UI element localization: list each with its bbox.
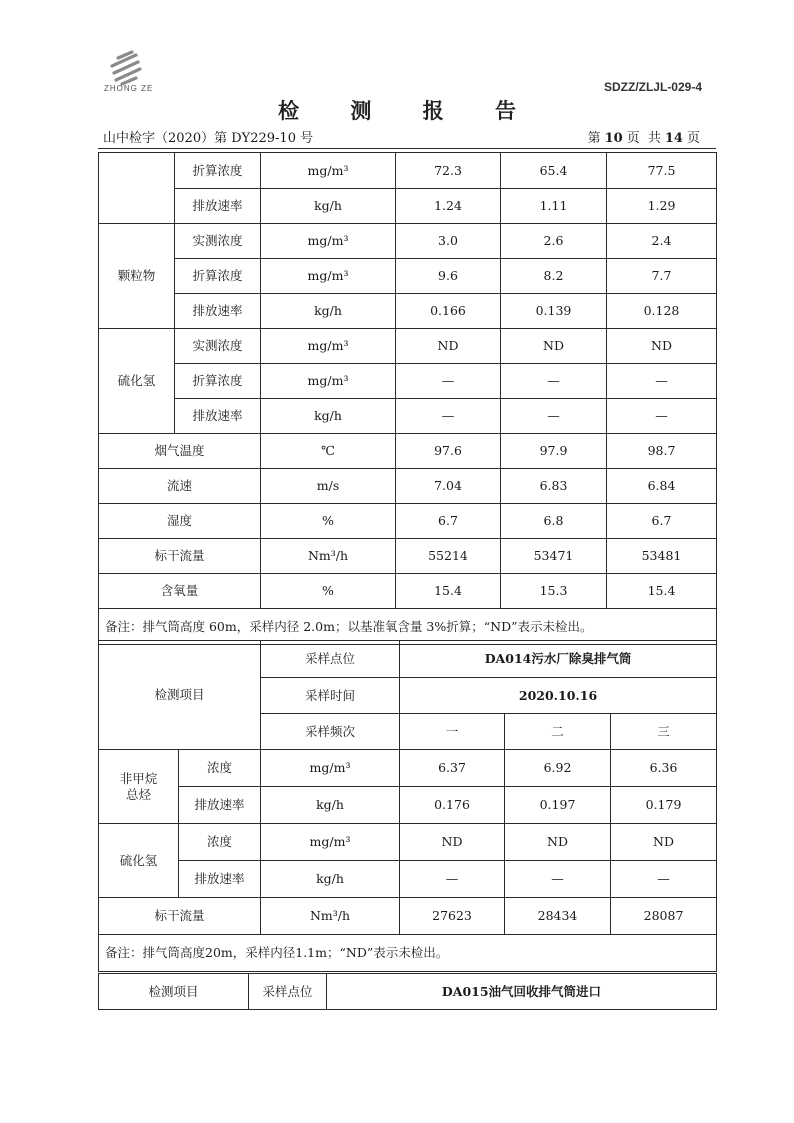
page-label: 共 <box>647 131 661 146</box>
header-rule <box>98 148 716 149</box>
value-cell: 77.5 <box>607 153 717 189</box>
item-cell: 浓度 <box>179 824 261 861</box>
header-label-cell: 采样时间 <box>261 678 400 714</box>
value-cell: 0.166 <box>396 294 501 329</box>
item-cell: 折算浓度 <box>175 153 261 189</box>
page-label: 页 <box>686 131 700 146</box>
unit-cell: kg/h <box>261 861 400 898</box>
value-cell: 55214 <box>396 539 501 574</box>
unit-cell: mg/m³ <box>261 824 400 861</box>
unit-cell: kg/h <box>261 787 400 824</box>
value-cell: 0.179 <box>611 787 717 824</box>
table-row <box>99 787 717 824</box>
value-cell: 0.139 <box>501 294 607 329</box>
table-row <box>99 364 717 399</box>
value-cell: — <box>400 861 505 898</box>
value-cell: 6.36 <box>611 750 717 787</box>
table-row <box>99 153 717 189</box>
header-label-cell: 采样点位 <box>261 641 400 678</box>
value-cell: 72.3 <box>396 153 501 189</box>
frequency-cell: 一 <box>400 714 505 750</box>
group-cell: 颗粒物 <box>99 224 175 329</box>
unit-cell: ℃ <box>261 434 396 469</box>
value-cell: 65.4 <box>501 153 607 189</box>
value-cell: ND <box>396 329 501 364</box>
document-code: SDZZ/ZLJL-029-4 <box>603 80 702 94</box>
value-cell: 6.84 <box>607 469 717 504</box>
value-cell: 97.6 <box>396 434 501 469</box>
table-row <box>99 469 717 504</box>
value-cell: 7.7 <box>607 259 717 294</box>
table-row <box>99 574 717 609</box>
table-row <box>99 189 717 224</box>
header-label-cell: 采样点位 <box>249 974 327 1010</box>
report-number: 山中检字（2020）第 DY229-10 号 <box>103 131 314 146</box>
value-cell: 6.8 <box>501 504 607 539</box>
sampling-time-value: 2020.10.16 <box>400 678 717 714</box>
unit-cell: mg/m³ <box>261 153 396 189</box>
group-cell: 硫化氢 <box>99 329 175 434</box>
value-cell: 6.7 <box>396 504 501 539</box>
group-cell <box>99 153 175 224</box>
header-item-cell: 检测项目 <box>99 974 249 1010</box>
unit-cell: mg/m³ <box>261 259 396 294</box>
value-cell: 9.6 <box>396 259 501 294</box>
group-cell: 硫化氢 <box>99 824 179 898</box>
table-row <box>99 434 717 469</box>
page-label: 页 <box>626 131 640 146</box>
unit-cell: % <box>261 574 396 609</box>
sampling-point-value: DA014污水厂除臭排气筒 <box>400 641 717 678</box>
value-cell: — <box>611 861 717 898</box>
unit-cell: kg/h <box>261 399 396 434</box>
unit-cell: Nm³/h <box>261 539 396 574</box>
frequency-cell: 三 <box>611 714 717 750</box>
value-cell: 6.7 <box>607 504 717 539</box>
item-cell: 折算浓度 <box>175 259 261 294</box>
value-cell: 7.04 <box>396 469 501 504</box>
value-cell: ND <box>607 329 717 364</box>
unit-cell: mg/m³ <box>261 224 396 259</box>
table-row <box>99 824 717 861</box>
item-cell: 烟气温度 <box>99 434 261 469</box>
item-cell: 标干流量 <box>99 539 261 574</box>
value-cell: 28434 <box>505 898 611 935</box>
page-total: 14 <box>664 131 683 146</box>
unit-cell: mg/m³ <box>261 364 396 399</box>
value-cell: — <box>607 399 717 434</box>
table-row <box>99 259 717 294</box>
value-cell: 15.3 <box>501 574 607 609</box>
value-cell: 6.37 <box>400 750 505 787</box>
value-cell: 6.83 <box>501 469 607 504</box>
value-cell: 98.7 <box>607 434 717 469</box>
value-cell: 1.24 <box>396 189 501 224</box>
table-row <box>99 898 717 935</box>
unit-cell: kg/h <box>261 189 396 224</box>
note-text: 备注：排气筒高度 60m，采样内径 2.0m；以基准氧含量 3%折算；“ND”表示未检出。 <box>99 609 717 645</box>
value-cell: 0.128 <box>607 294 717 329</box>
result-table-3 <box>98 973 716 1010</box>
value-cell: — <box>501 364 607 399</box>
value-cell: 53481 <box>607 539 717 574</box>
sampling-point-value: DA015油气回收排气筒进口 <box>327 974 717 1010</box>
table-row <box>99 504 717 539</box>
result-table-1 <box>98 152 716 645</box>
page-title: 检 测 报 告 <box>278 98 538 123</box>
value-cell: ND <box>400 824 505 861</box>
item-cell: 实测浓度 <box>175 224 261 259</box>
table-row <box>99 750 717 787</box>
logo-text: ZHONG ZE <box>104 84 154 93</box>
unit-cell: Nm³/h <box>261 898 400 935</box>
result-table-2 <box>98 640 716 972</box>
unit-cell: mg/m³ <box>261 750 400 787</box>
item-cell: 排放速率 <box>175 294 261 329</box>
item-cell: 排放速率 <box>179 861 261 898</box>
item-cell: 排放速率 <box>179 787 261 824</box>
note-text: 备注：排气筒高度20m，采样内径1.1m；“ND”表示未检出。 <box>99 935 717 972</box>
group-cell: 非甲烷总烃 <box>99 750 179 824</box>
value-cell: 27623 <box>400 898 505 935</box>
value-cell: 1.11 <box>501 189 607 224</box>
value-cell: 0.197 <box>505 787 611 824</box>
unit-cell: mg/m³ <box>261 329 396 364</box>
item-cell: 排放速率 <box>175 189 261 224</box>
table-row <box>99 641 717 678</box>
value-cell: 2.6 <box>501 224 607 259</box>
item-cell: 折算浓度 <box>175 364 261 399</box>
value-cell: 0.176 <box>400 787 505 824</box>
value-cell: — <box>396 399 501 434</box>
unit-cell: % <box>261 504 396 539</box>
item-cell: 排放速率 <box>175 399 261 434</box>
table-row <box>99 399 717 434</box>
item-cell: 实测浓度 <box>175 329 261 364</box>
header-label-cell: 采样频次 <box>261 714 400 750</box>
item-cell: 含氧量 <box>99 574 261 609</box>
page-indicator <box>586 127 702 146</box>
value-cell: 15.4 <box>396 574 501 609</box>
note-row <box>99 935 717 972</box>
unit-cell: m/s <box>261 469 396 504</box>
value-cell: ND <box>505 824 611 861</box>
value-cell: 53471 <box>501 539 607 574</box>
value-cell: — <box>396 364 501 399</box>
value-cell: 28087 <box>611 898 717 935</box>
item-cell: 湿度 <box>99 504 261 539</box>
value-cell: 2.4 <box>607 224 717 259</box>
value-cell: ND <box>501 329 607 364</box>
value-cell: ND <box>611 824 717 861</box>
table-row <box>99 539 717 574</box>
page-label: 第 <box>587 131 601 146</box>
page-current: 10 <box>604 131 623 146</box>
item-cell: 流速 <box>99 469 261 504</box>
value-cell: 3.0 <box>396 224 501 259</box>
table-row <box>99 294 717 329</box>
unit-cell: kg/h <box>261 294 396 329</box>
item-cell: 浓度 <box>179 750 261 787</box>
table-row <box>99 224 717 259</box>
value-cell: 1.29 <box>607 189 717 224</box>
value-cell: — <box>607 364 717 399</box>
frequency-cell: 二 <box>505 714 611 750</box>
header-item-cell: 检测项目 <box>99 641 261 750</box>
value-cell: 15.4 <box>607 574 717 609</box>
item-cell: 标干流量 <box>99 898 261 935</box>
table-row <box>99 329 717 364</box>
value-cell: — <box>501 399 607 434</box>
value-cell: 97.9 <box>501 434 607 469</box>
value-cell: 8.2 <box>501 259 607 294</box>
value-cell: 6.92 <box>505 750 611 787</box>
value-cell: — <box>505 861 611 898</box>
table-row <box>99 861 717 898</box>
table-row <box>99 974 717 1010</box>
